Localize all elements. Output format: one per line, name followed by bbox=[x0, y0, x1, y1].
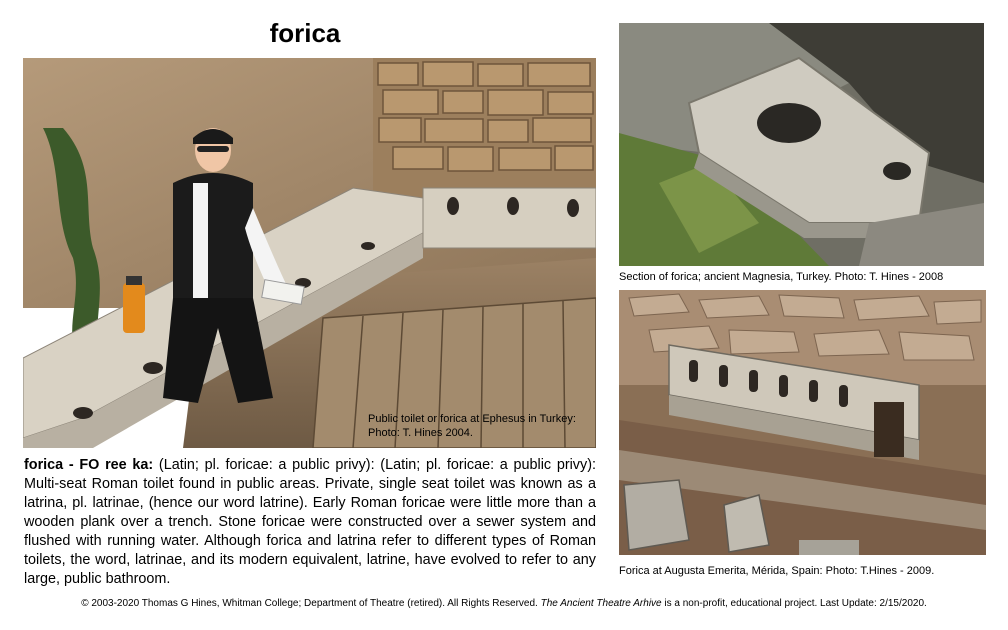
definition-term: forica - FO ree ka: bbox=[24, 457, 154, 473]
definition-paragraph bbox=[24, 456, 596, 589]
magnesia-forica-photo bbox=[619, 23, 984, 266]
page-title: forica bbox=[269, 18, 341, 48]
main-photo-caption-line1: Public toilet or forica at Ephesus in Turkey: bbox=[368, 413, 576, 425]
merida-photo-caption: Forica at Augusta Emerita, Mérida, Spain: Photo: T.Hines - 2009. bbox=[619, 565, 935, 577]
footer-copyright: © 2003-2020 Thomas G Hines, Whitman College; Department of Theatre (retired). All Rights Reserved. bbox=[81, 598, 541, 609]
ephesus-forica-photo bbox=[23, 58, 596, 448]
footer-archive-name: The Ancient Theatre Arhive bbox=[540, 598, 662, 609]
main-photo-caption bbox=[368, 412, 593, 440]
magnesia-photo-caption: Section of forica; ancient Magnesia, Turkey. Photo: T. Hines - 2008 bbox=[619, 271, 944, 283]
merida-forica-photo bbox=[619, 290, 986, 555]
main-photo-caption-line2: Photo: T. Hines 2004. bbox=[368, 427, 473, 439]
footer-update: is a non-profit, educational project. Last Update: 2/15/2020. bbox=[661, 598, 927, 609]
definition-text: (Latin; pl. foricae: a public privy): (Latin; pl. foricae: a public privy): Multi-seat Roman toilet found in public areas. Private, single seat toilet was known as a latrina, pl. latrinae, (hence our word latrine). Early Roman foricae were little more than a wooden plank over a trench. Stone foricae were constructed over a sewer system and flushed with running water. Although forica and latrina refer to different types of Roman toilets, the word, latrinae, and its modern equivalent, latrine, have evolved to refer to any large, public bathroom. bbox=[24, 457, 596, 587]
copyright-footer bbox=[0, 598, 1008, 610]
